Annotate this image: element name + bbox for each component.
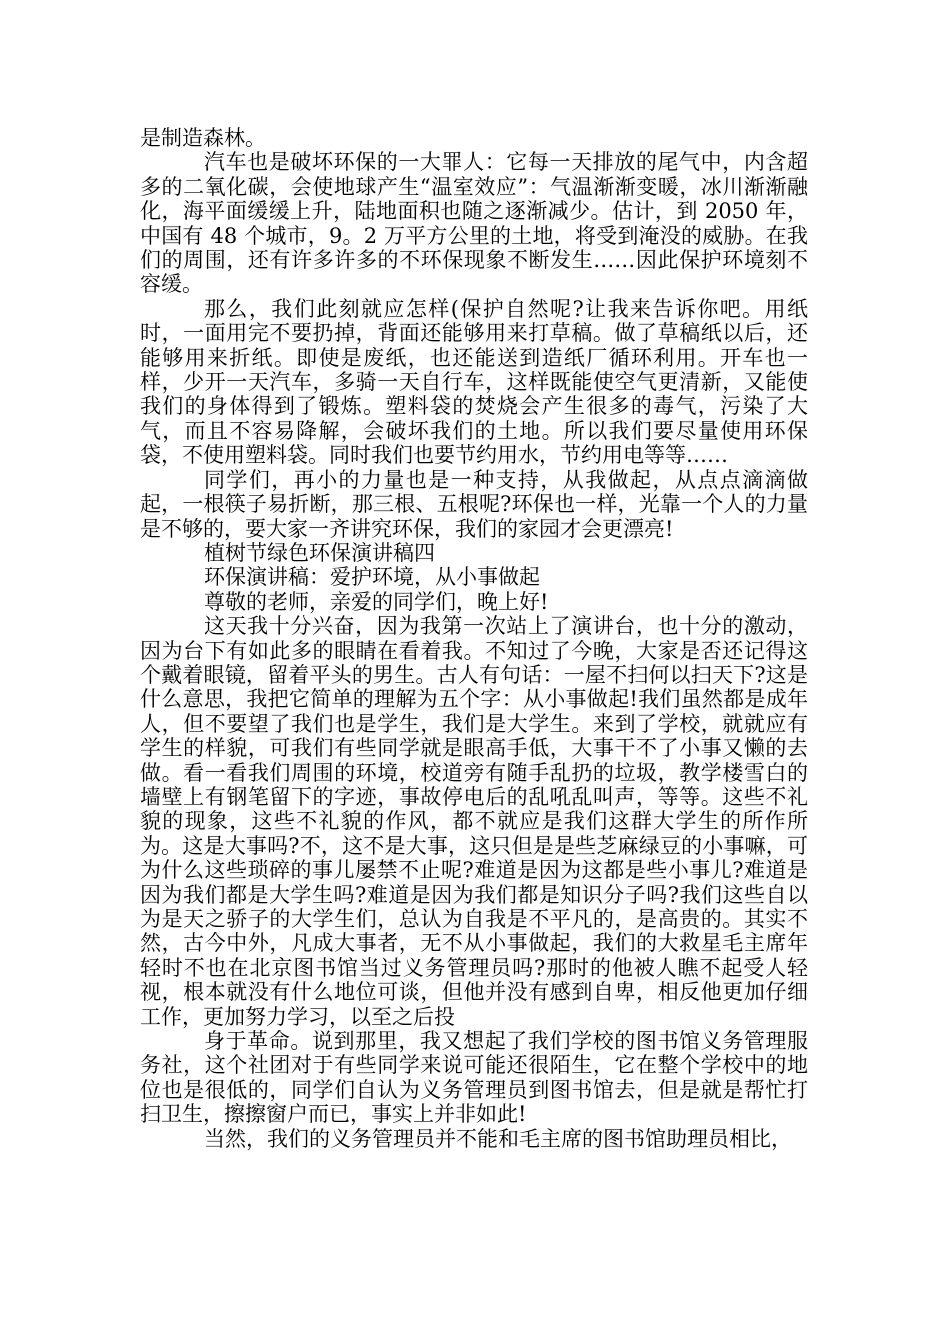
greeting: 尊敬的老师，亲爱的同学们，晚上好!: [204, 589, 549, 614]
section-heading: 植树节绿色环保演讲稿四: [204, 540, 435, 565]
document-body: [140, 126, 808, 1151]
paragraph-8: 这天我十分兴奋，因为我第一次站上了演讲台，也十分的激动，因为台下有如此多的眼睛在看着我。不知过了今晚，大家是否还记得这个戴着眼镜，留着平头的男生。古人有句话：一屋不扫何以扫天下?这是什么意思，我把它简单的理解为五个字：从小事做起!我们虽然都是成年人，但不要望了我们也是学生，我们是大学生。来到了学校，就就应有学生的样貌，可我们有些同学就是眼高手低，大事干不了小事又懒的去做。看一看我们周围的环境，校道旁有随手乱扔的垃圾，教学楼雪白的墙壁上有钢笔留下的字迹，事故停电后的乱吼乱叫声，等等。这些不礼貌的现象，这些不礼貌的作风，都不就应是我们这群大学生的所作所为。这是大事吗?不，这不是大事，这只但是是些芝麻绿豆的小事嘛，可为什么这些琐碎的事儿屡禁不止呢?难道是因为这都是些小事儿?难道是因为我们都是大学生吗?难道是因为我们都是知识分子吗?我们这些自以为是天之骄子的大学生们，总认为自我是不平凡的，是高贵的。其实不然，古今中外，凡成大事者，无不从小事做起，我们的大救星毛主席年轻时不也在北京图书馆当过义务管理员吗?那时的他被人瞧不起受人轻视，根本就没有什么地位可谈，但他并没有感到自卑，相反他更加仔细工作，更加努力学习，以至之后投: [140, 614, 808, 1029]
paragraph-1: 是制造森林。: [140, 126, 266, 150]
paragraph-4: 同学们，再小的力量也是一种支持，从我做起，从点点滴滴做起，一根筷子易折断，那三根、五根呢?环保也一样，光靠一个人的力量是不够的，要大家一齐讲究环保，我们的家园才会更漂亮!: [140, 467, 808, 541]
paragraph-2: 汽车也是破坏环保的一大罪人：它每一天排放的尾气中，内含超多的二氧化碳，会使地球产生“温室效应”：气温渐渐变暖，冰川渐渐融化，海平面缓缓上升，陆地面积也随之逐渐减少。估计，到 2050 年，中国有 48 个城市，9。2 万平方公里的土地，将受到淹没的威胁。在我们的周围，还有许多许多的不环保现象不断发生……因此保护环境刻不容缓。: [140, 150, 808, 297]
paragraph-10: 当然，我们的义务管理员并不能和毛主席的图书馆助理员相比，: [204, 1126, 792, 1151]
paragraph-9: 身于革命。说到那里，我又想起了我们学校的图书馆义务管理服务社，这个社团对于有些同学来说可能还很陌生，它在整个学校中的地位也是很低的，同学们自认为义务管理员到图书馆去，但是就是帮忙打扫卫生，擦擦窗户而已，事实上并非如此!: [140, 1029, 808, 1127]
paragraph-3: 那么，我们此刻就应怎样(保护自然呢?让我来告诉你吧。用纸时，一面用完不要扔掉，背面还能够用来打草稿。做了草稿纸以后，还能够用来折纸。即使是废纸，也还能送到造纸厂循环利用。开车也一样，少开一天汽车，多骑一天自行车，这样既能使空气更清新，又能使我们的身体得到了锻炼。塑料袋的焚烧会产生很多的毒气，污染了大气，而且不容易降解，会破坏我们的土地。所以我们要尽量使用环保袋，不使用塑料袋。同时我们也要节约用水，节约用电等等……: [140, 296, 808, 468]
speech-title: 环保演讲稿：爱护环境，从小事做起: [204, 565, 540, 590]
